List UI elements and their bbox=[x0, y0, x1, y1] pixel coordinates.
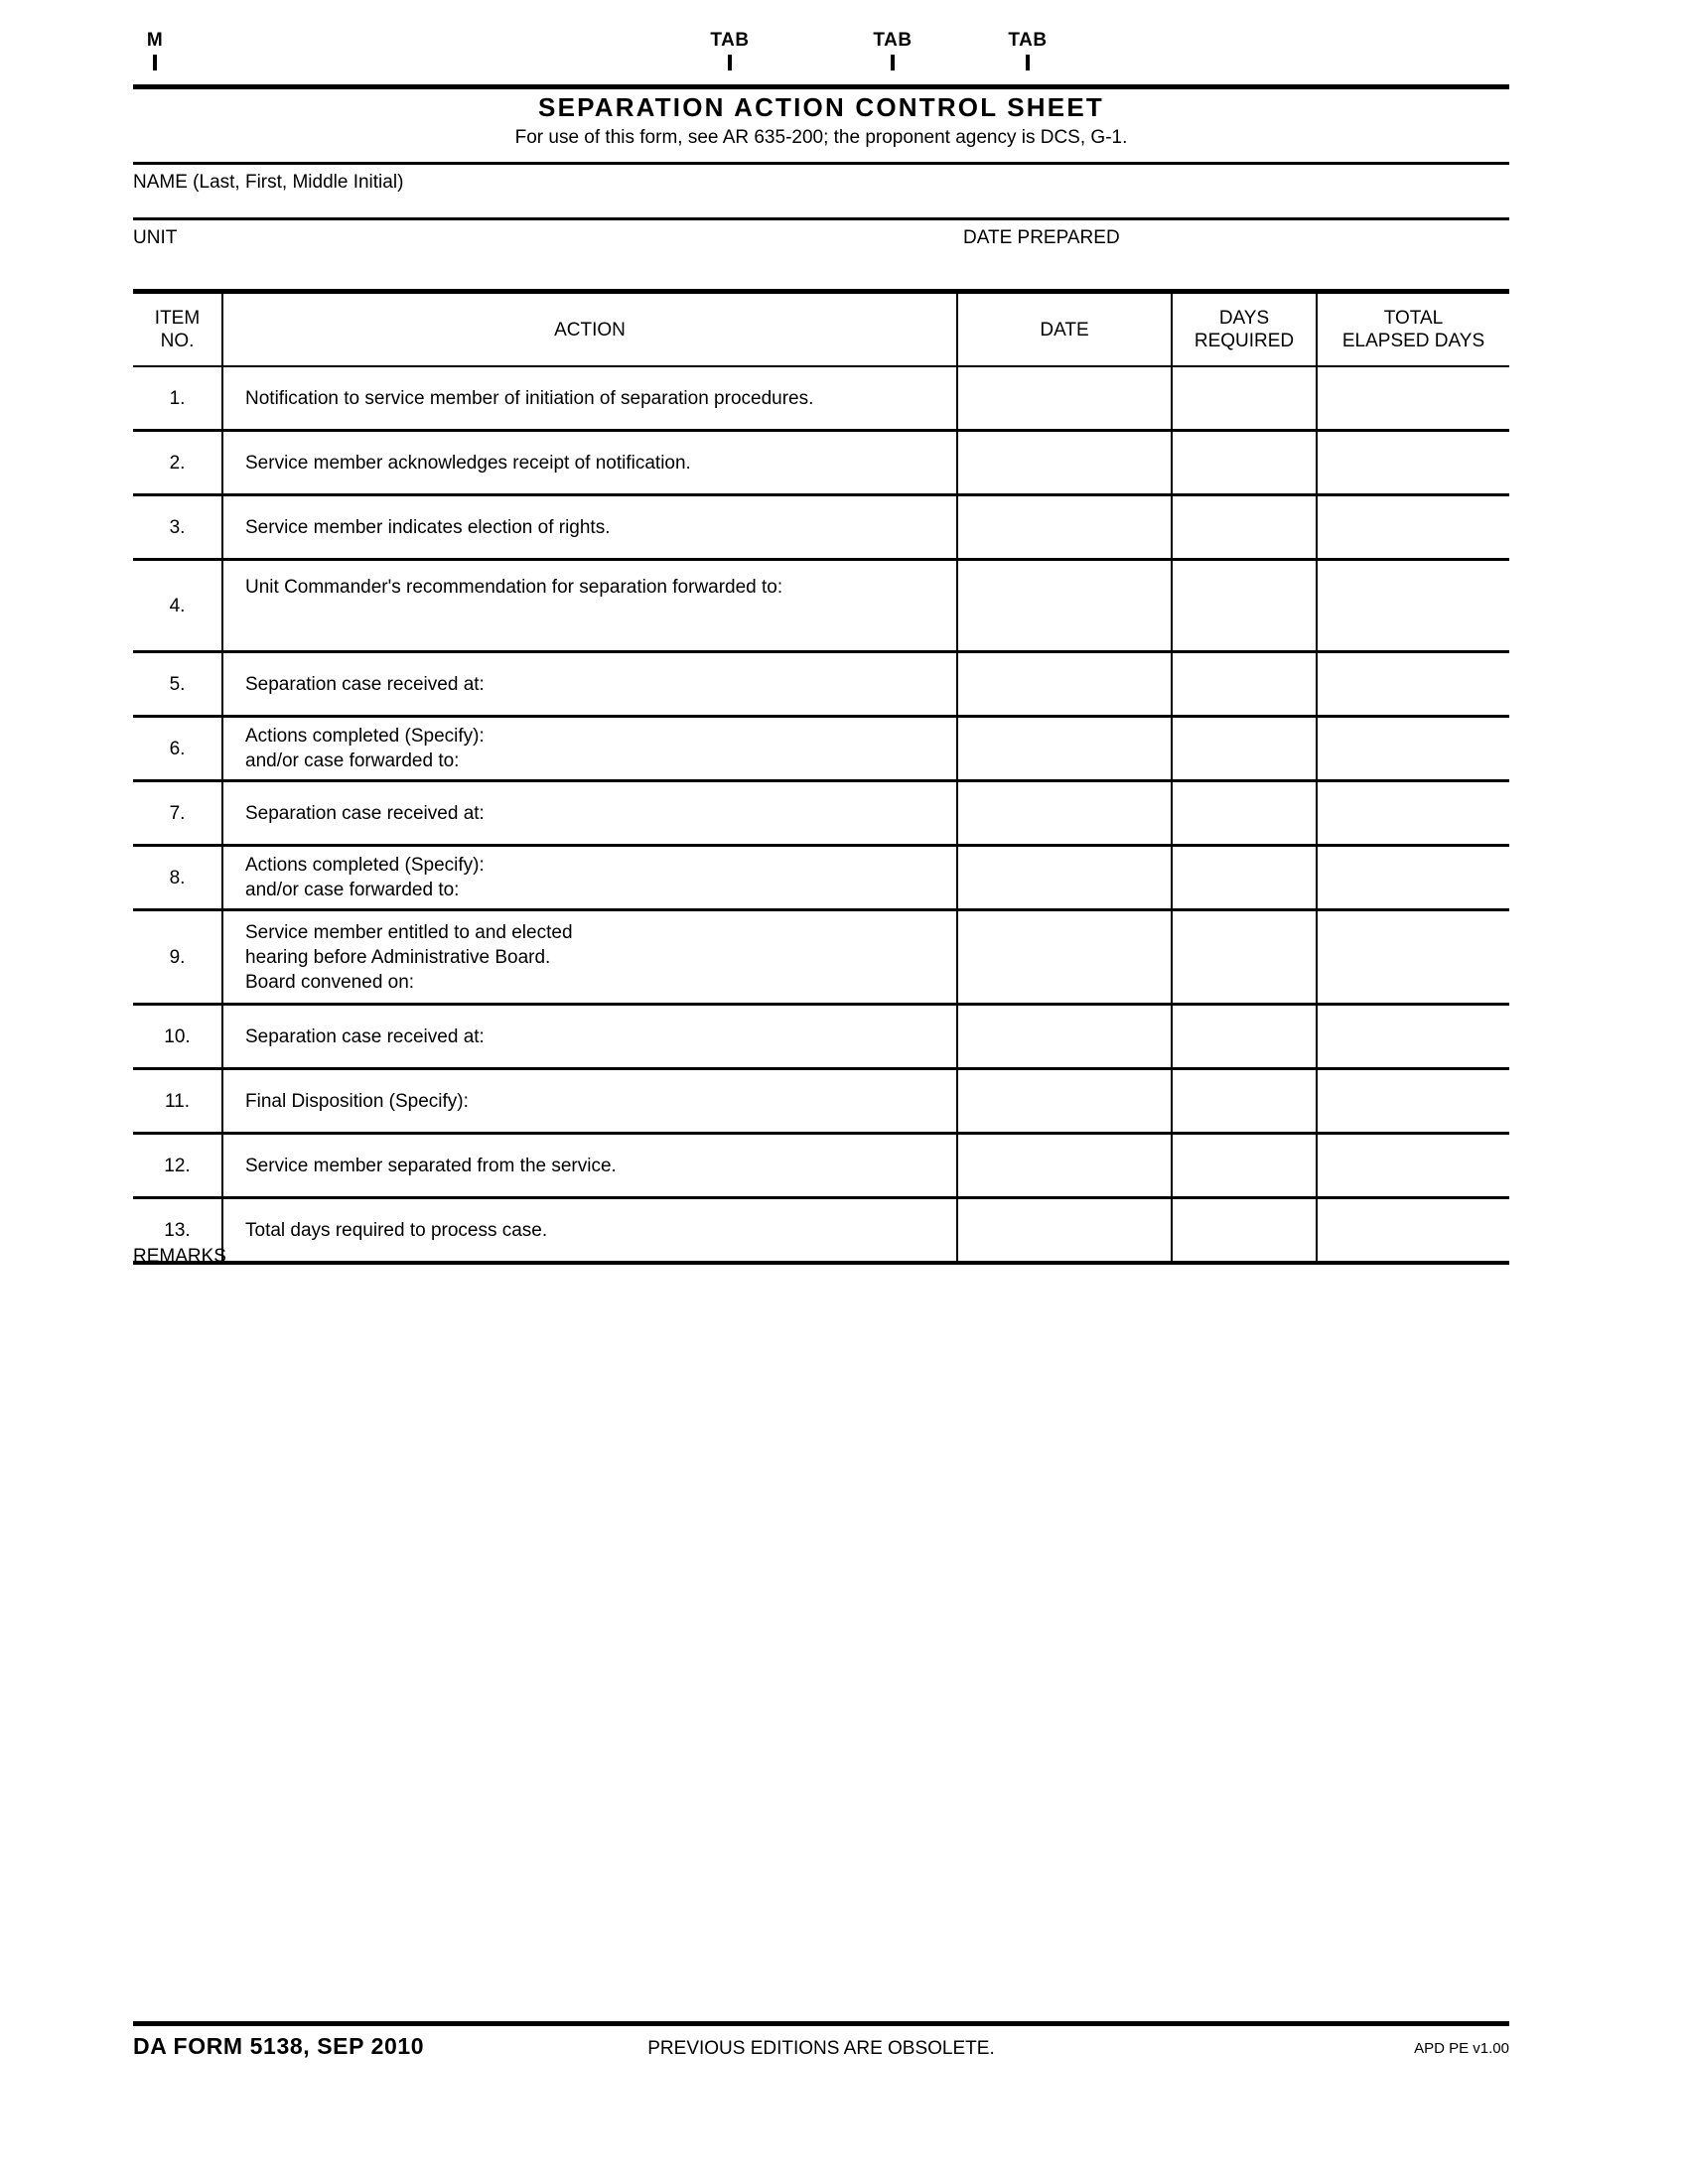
row-action-line: Actions completed (Specify): bbox=[245, 855, 485, 876]
tab-tick-icon bbox=[891, 55, 895, 70]
row-action bbox=[222, 1069, 957, 1134]
row-item-no: 12. bbox=[133, 1134, 222, 1198]
table-row bbox=[133, 1198, 1509, 1264]
row-action bbox=[222, 846, 957, 910]
row-action-line: Service member acknowledges receipt of notification. bbox=[245, 452, 691, 474]
tab-tick-icon bbox=[153, 55, 157, 70]
row-date-input[interactable] bbox=[957, 560, 1172, 652]
row-total-elapsed-input[interactable] bbox=[1317, 846, 1509, 910]
row-days-required-input[interactable] bbox=[1172, 495, 1317, 560]
column-header-item-no-line2: NO. bbox=[160, 331, 195, 351]
title-top-rule bbox=[133, 84, 1509, 89]
tab-marker bbox=[863, 30, 922, 70]
table-row bbox=[133, 495, 1509, 560]
row-item-no: 2. bbox=[133, 431, 222, 495]
row-total-elapsed-input[interactable] bbox=[1317, 495, 1509, 560]
row-date-input[interactable] bbox=[957, 366, 1172, 431]
row-action-line: Actions completed (Specify): bbox=[245, 726, 485, 747]
table-row bbox=[133, 366, 1509, 431]
row-action-line: Total days required to process case. bbox=[245, 1219, 548, 1241]
table-row bbox=[133, 1069, 1509, 1134]
form-title: SEPARATION ACTION CONTROL SHEET bbox=[538, 92, 1104, 122]
row-item-no: 1. bbox=[133, 366, 222, 431]
row-days-required-input[interactable] bbox=[1172, 1134, 1317, 1198]
row-total-elapsed-input[interactable] bbox=[1317, 910, 1509, 1005]
column-header-item-no-line1: ITEM bbox=[154, 308, 201, 329]
tab-marker bbox=[998, 30, 1057, 70]
table-header-row bbox=[133, 292, 1509, 367]
row-item-no: 10. bbox=[133, 1005, 222, 1069]
row-days-required-input[interactable] bbox=[1172, 1069, 1317, 1134]
separation-action-table bbox=[133, 289, 1509, 1265]
tab-marker bbox=[700, 30, 760, 70]
row-date-input[interactable] bbox=[957, 910, 1172, 1005]
row-item-no: 13. bbox=[133, 1198, 222, 1264]
row-total-elapsed-input[interactable] bbox=[1317, 1005, 1509, 1069]
row-item-no: 9. bbox=[133, 910, 222, 1005]
table-row bbox=[133, 431, 1509, 495]
row-date-input[interactable] bbox=[957, 1005, 1172, 1069]
row-action-line: Unit Commander's recommendation for separation forwarded to: bbox=[245, 577, 783, 598]
form-subtitle: For use of this form, see AR 635-200; the proponent agency is DCS, G-1. bbox=[514, 127, 1128, 148]
row-total-elapsed-input[interactable] bbox=[1317, 366, 1509, 431]
row-total-elapsed-input[interactable] bbox=[1317, 781, 1509, 846]
row-total-elapsed-input[interactable] bbox=[1317, 652, 1509, 717]
row-days-required-input[interactable] bbox=[1172, 717, 1317, 781]
row-action-line: Separation case received at: bbox=[245, 1025, 485, 1047]
row-item-no: 4. bbox=[133, 560, 222, 652]
column-header-action: ACTION bbox=[222, 292, 957, 367]
row-action-line: Notification to service member of initiation of separation procedures. bbox=[245, 387, 814, 409]
name-field-rule bbox=[133, 217, 1509, 220]
table-row bbox=[133, 560, 1509, 652]
title-block bbox=[133, 91, 1509, 150]
row-action bbox=[222, 495, 957, 560]
table-row bbox=[133, 910, 1509, 1005]
row-item-no: 7. bbox=[133, 781, 222, 846]
row-action-line: Separation case received at: bbox=[245, 802, 485, 824]
footer-version: APD PE v1.00 bbox=[1414, 2040, 1509, 2057]
table-row bbox=[133, 1134, 1509, 1198]
row-date-input[interactable] bbox=[957, 1069, 1172, 1134]
tab-ruler bbox=[133, 30, 1509, 91]
row-action bbox=[222, 717, 957, 781]
remarks-input[interactable] bbox=[133, 1275, 1509, 1960]
column-header-days-required bbox=[1172, 292, 1317, 367]
row-days-required-input[interactable] bbox=[1172, 1005, 1317, 1069]
row-action-line: Board convened on: bbox=[245, 971, 415, 993]
table-row bbox=[133, 781, 1509, 846]
row-total-elapsed-input[interactable] bbox=[1317, 560, 1509, 652]
row-action bbox=[222, 781, 957, 846]
row-action bbox=[222, 1134, 957, 1198]
unit-field-label: UNIT bbox=[133, 227, 178, 248]
row-days-required-input[interactable] bbox=[1172, 652, 1317, 717]
tab-marker bbox=[125, 30, 185, 70]
column-header-item-no bbox=[133, 292, 222, 367]
tab-marker-label: TAB bbox=[1008, 30, 1048, 51]
tab-marker-label: M bbox=[146, 30, 164, 51]
row-date-input[interactable] bbox=[957, 846, 1172, 910]
row-total-elapsed-input[interactable] bbox=[1317, 1069, 1509, 1134]
row-action-line: Final Disposition (Specify): bbox=[245, 1090, 469, 1112]
row-date-input[interactable] bbox=[957, 431, 1172, 495]
column-header-days-required-line1: DAYS bbox=[1218, 308, 1270, 329]
row-action bbox=[222, 366, 957, 431]
row-action-line: Service member entitled to and elected bbox=[245, 921, 573, 943]
row-action-line: Service member separated from the service. bbox=[245, 1155, 617, 1176]
tab-marker-label: TAB bbox=[710, 30, 750, 51]
row-total-elapsed-input[interactable] bbox=[1317, 1198, 1509, 1264]
row-days-required-input[interactable] bbox=[1172, 846, 1317, 910]
table-row bbox=[133, 846, 1509, 910]
table-row bbox=[133, 717, 1509, 781]
row-total-elapsed-input[interactable] bbox=[1317, 431, 1509, 495]
row-action-line: and/or case forwarded to: bbox=[245, 751, 460, 771]
row-action bbox=[222, 910, 957, 1005]
row-days-required-input[interactable] bbox=[1172, 431, 1317, 495]
row-days-required-input[interactable] bbox=[1172, 781, 1317, 846]
row-date-input[interactable] bbox=[957, 495, 1172, 560]
row-date-input[interactable] bbox=[957, 1134, 1172, 1198]
date-prepared-field-label: DATE PREPARED bbox=[963, 227, 1120, 248]
row-action bbox=[222, 1198, 957, 1264]
footer-form-id: DA FORM 5138, SEP 2010 bbox=[133, 2033, 425, 2059]
row-action-line: Service member indicates election of rights. bbox=[245, 516, 611, 538]
row-days-required-input[interactable] bbox=[1172, 910, 1317, 1005]
row-action-line: hearing before Administrative Board. bbox=[245, 946, 551, 968]
footer-top-rule bbox=[133, 2021, 1509, 2026]
row-item-no: 6. bbox=[133, 717, 222, 781]
row-days-required-input[interactable] bbox=[1172, 366, 1317, 431]
column-header-total-elapsed-line1: TOTAL bbox=[1383, 308, 1444, 329]
row-action-line: Separation case received at: bbox=[245, 673, 485, 695]
row-date-input[interactable] bbox=[957, 781, 1172, 846]
row-action bbox=[222, 431, 957, 495]
row-item-no: 5. bbox=[133, 652, 222, 717]
footer bbox=[133, 2027, 1509, 2067]
row-total-elapsed-input[interactable] bbox=[1317, 717, 1509, 781]
column-header-total-elapsed-days bbox=[1317, 292, 1509, 367]
tab-tick-icon bbox=[728, 55, 732, 70]
row-total-elapsed-input[interactable] bbox=[1317, 1134, 1509, 1198]
row-action bbox=[222, 652, 957, 717]
footer-note: PREVIOUS EDITIONS ARE OBSOLETE. bbox=[647, 2038, 995, 2059]
row-date-input[interactable] bbox=[957, 652, 1172, 717]
table-row bbox=[133, 1005, 1509, 1069]
row-item-no: 11. bbox=[133, 1069, 222, 1134]
row-days-required-input[interactable] bbox=[1172, 560, 1317, 652]
row-date-input[interactable] bbox=[957, 1198, 1172, 1264]
column-header-days-required-line2: REQUIRED bbox=[1194, 331, 1295, 351]
row-action-line: and/or case forwarded to: bbox=[245, 880, 460, 900]
row-action bbox=[222, 560, 957, 652]
tab-marker-label: TAB bbox=[873, 30, 913, 51]
unit-date-field-row[interactable] bbox=[133, 221, 1509, 271]
remarks-label: REMARKS bbox=[133, 1246, 226, 1267]
column-header-total-elapsed-line2: ELAPSED DAYS bbox=[1341, 331, 1485, 351]
row-item-no: 8. bbox=[133, 846, 222, 910]
name-field-row[interactable] bbox=[133, 166, 1509, 217]
table-row bbox=[133, 652, 1509, 717]
subtitle-bottom-rule bbox=[133, 162, 1509, 165]
tab-tick-icon bbox=[1026, 55, 1030, 70]
row-date-input[interactable] bbox=[957, 717, 1172, 781]
row-days-required-input[interactable] bbox=[1172, 1198, 1317, 1264]
column-header-date: DATE bbox=[957, 292, 1172, 367]
row-action bbox=[222, 1005, 957, 1069]
name-field-label: NAME (Last, First, Middle Initial) bbox=[133, 172, 404, 193]
row-item-no: 3. bbox=[133, 495, 222, 560]
